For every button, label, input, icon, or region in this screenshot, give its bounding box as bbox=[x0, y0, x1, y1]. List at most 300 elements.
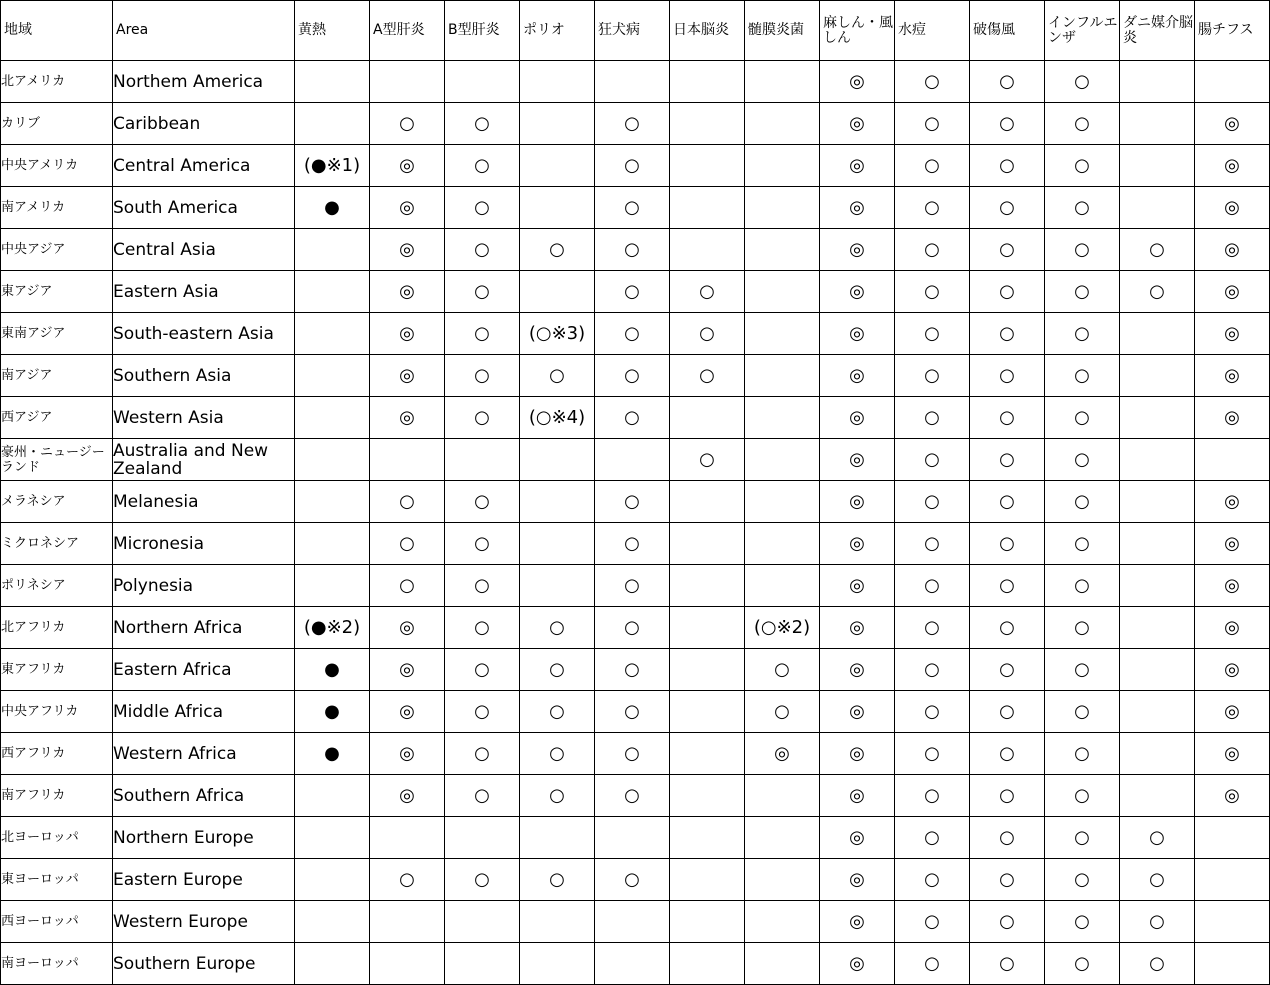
vaccine-mark-cell: ○ bbox=[895, 439, 970, 481]
vaccine-mark-cell bbox=[370, 943, 445, 985]
region-jp-cell: 中央アジア bbox=[1, 229, 113, 271]
vaccine-mark-cell: ○ bbox=[895, 607, 970, 649]
vaccine-mark-cell bbox=[520, 103, 595, 145]
vaccine-mark-cell bbox=[520, 565, 595, 607]
vaccine-mark-cell: ○ bbox=[445, 607, 520, 649]
table-row bbox=[1, 187, 1270, 229]
vaccine-mark-cell: ○ bbox=[895, 187, 970, 229]
vaccine-mark-cell bbox=[295, 523, 370, 565]
vaccine-mark-cell: ○ bbox=[445, 145, 520, 187]
vaccine-mark-cell: ◎ bbox=[1195, 607, 1270, 649]
vaccine-mark-cell: ○ bbox=[1045, 565, 1120, 607]
region-jp-cell: 東南アジア bbox=[1, 313, 113, 355]
region-jp-cell: メラネシア bbox=[1, 481, 113, 523]
vaccine-mark-cell: ○ bbox=[670, 271, 745, 313]
vaccine-mark-cell bbox=[445, 901, 520, 943]
vaccine-mark-cell bbox=[745, 103, 820, 145]
vaccine-mark-cell: ○ bbox=[445, 397, 520, 439]
vaccine-mark-cell: ○ bbox=[595, 649, 670, 691]
vaccine-mark-cell bbox=[745, 523, 820, 565]
vaccine-mark-cell: ○ bbox=[970, 649, 1045, 691]
vaccine-mark-cell: ○ bbox=[895, 523, 970, 565]
region-jp-cell: 東ヨーロッパ bbox=[1, 859, 113, 901]
vaccine-mark-cell: ○ bbox=[445, 649, 520, 691]
region-jp-cell: 中央アフリカ bbox=[1, 691, 113, 733]
vaccine-mark-cell: ○ bbox=[595, 313, 670, 355]
vaccine-mark-cell bbox=[1120, 187, 1195, 229]
vaccine-mark-cell: ◎ bbox=[1195, 355, 1270, 397]
vaccine-mark-cell bbox=[595, 439, 670, 481]
vaccine-mark-cell: ○ bbox=[970, 607, 1045, 649]
vaccine-mark-cell: ◎ bbox=[820, 943, 895, 985]
vaccine-mark-cell bbox=[745, 775, 820, 817]
vaccine-mark-cell: ◎ bbox=[820, 481, 895, 523]
vaccine-mark-cell: ○ bbox=[1045, 61, 1120, 103]
vaccine-mark-cell: ○ bbox=[520, 355, 595, 397]
vaccine-mark-cell: ○ bbox=[970, 229, 1045, 271]
vaccine-mark-cell bbox=[745, 901, 820, 943]
vaccine-mark-cell: ○ bbox=[595, 607, 670, 649]
vaccine-mark-cell: ○ bbox=[670, 439, 745, 481]
vaccine-mark-cell bbox=[370, 901, 445, 943]
vaccine-mark-cell: ○ bbox=[370, 523, 445, 565]
vaccine-mark-cell: ◎ bbox=[1195, 397, 1270, 439]
vaccine-mark-cell bbox=[520, 439, 595, 481]
vaccine-mark-cell: ○ bbox=[1045, 397, 1120, 439]
column-header: インフルエンザ bbox=[1045, 1, 1120, 61]
region-en-cell: South-eastern Asia bbox=[113, 313, 295, 355]
column-header: 破傷風 bbox=[970, 1, 1045, 61]
region-en-cell: Melanesia bbox=[113, 481, 295, 523]
vaccine-mark-cell: ○ bbox=[970, 313, 1045, 355]
vaccine-mark-cell: ○ bbox=[895, 901, 970, 943]
vaccine-mark-cell bbox=[1195, 943, 1270, 985]
vaccine-mark-cell bbox=[295, 481, 370, 523]
vaccine-mark-cell: ○ bbox=[520, 229, 595, 271]
vaccine-mark-cell: ○ bbox=[520, 775, 595, 817]
region-en-cell: Northern Europe bbox=[113, 817, 295, 859]
vaccine-mark-cell bbox=[670, 691, 745, 733]
region-jp-cell: 西アフリカ bbox=[1, 733, 113, 775]
region-en-cell: Polynesia bbox=[113, 565, 295, 607]
vaccine-mark-cell: ○ bbox=[1045, 229, 1120, 271]
vaccine-mark-cell bbox=[745, 187, 820, 229]
vaccine-mark-cell: ○ bbox=[895, 61, 970, 103]
region-jp-cell: 東アジア bbox=[1, 271, 113, 313]
vaccine-mark-cell: ○ bbox=[970, 103, 1045, 145]
vaccine-mark-cell: ◎ bbox=[820, 313, 895, 355]
vaccine-mark-cell: ◎ bbox=[820, 523, 895, 565]
vaccine-mark-cell: ○ bbox=[445, 859, 520, 901]
column-header: B型肝炎 bbox=[445, 1, 520, 61]
table-body bbox=[1, 61, 1270, 985]
vaccine-mark-cell bbox=[295, 103, 370, 145]
vaccine-mark-cell: ○ bbox=[745, 649, 820, 691]
column-header: 狂犬病 bbox=[595, 1, 670, 61]
vaccine-mark-cell bbox=[445, 943, 520, 985]
vaccine-mark-cell: ○ bbox=[370, 565, 445, 607]
vaccine-mark-cell: ○ bbox=[970, 733, 1045, 775]
region-jp-cell: 西ヨーロッパ bbox=[1, 901, 113, 943]
vaccine-mark-cell: ○ bbox=[895, 355, 970, 397]
region-jp-cell: 南ヨーロッパ bbox=[1, 943, 113, 985]
vaccine-mark-cell: ○ bbox=[370, 481, 445, 523]
table-row bbox=[1, 229, 1270, 271]
vaccine-mark-cell bbox=[745, 817, 820, 859]
vaccine-mark-cell bbox=[1120, 565, 1195, 607]
vaccine-mark-cell bbox=[520, 943, 595, 985]
vaccine-mark-cell bbox=[745, 397, 820, 439]
vaccine-mark-cell: ○ bbox=[1120, 271, 1195, 313]
table-row bbox=[1, 145, 1270, 187]
vaccine-mark-cell: ◎ bbox=[1195, 103, 1270, 145]
vaccine-mark-cell bbox=[295, 439, 370, 481]
vaccine-mark-cell bbox=[745, 481, 820, 523]
region-en-cell: Southern Europe bbox=[113, 943, 295, 985]
vaccine-mark-cell bbox=[1120, 481, 1195, 523]
table-row bbox=[1, 481, 1270, 523]
vaccine-mark-cell bbox=[1120, 439, 1195, 481]
vaccine-mark-cell: ○ bbox=[970, 187, 1045, 229]
vaccine-mark-cell: ○ bbox=[1120, 859, 1195, 901]
column-header: 日本脳炎 bbox=[670, 1, 745, 61]
vaccine-mark-cell: ◎ bbox=[370, 145, 445, 187]
region-jp-cell: 南アメリカ bbox=[1, 187, 113, 229]
vaccine-mark-cell: ◎ bbox=[820, 859, 895, 901]
vaccine-mark-cell: ◎ bbox=[370, 313, 445, 355]
region-en-cell: South America bbox=[113, 187, 295, 229]
vaccine-mark-cell: ◎ bbox=[820, 691, 895, 733]
vaccine-mark-cell: ○ bbox=[370, 103, 445, 145]
vaccine-mark-cell: ◎ bbox=[370, 229, 445, 271]
vaccine-mark-cell: ○ bbox=[1045, 943, 1120, 985]
vaccine-mark-cell: ○ bbox=[895, 313, 970, 355]
vaccine-mark-cell: ◎ bbox=[370, 397, 445, 439]
vaccine-mark-cell: ● bbox=[295, 733, 370, 775]
region-en-cell: Northem America bbox=[113, 61, 295, 103]
vaccine-mark-cell: ○ bbox=[1120, 901, 1195, 943]
vaccine-mark-cell: ◎ bbox=[820, 397, 895, 439]
vaccine-mark-cell bbox=[1120, 355, 1195, 397]
vaccine-mark-cell: ○ bbox=[670, 355, 745, 397]
column-header: 麻しん・風しん bbox=[820, 1, 895, 61]
vaccine-mark-cell: ○ bbox=[1045, 649, 1120, 691]
vaccine-mark-cell bbox=[595, 901, 670, 943]
vaccine-mark-cell bbox=[295, 775, 370, 817]
vaccine-mark-cell: ◎ bbox=[820, 229, 895, 271]
vaccine-mark-cell bbox=[295, 271, 370, 313]
vaccine-mark-cell: ◎ bbox=[1195, 649, 1270, 691]
vaccine-mark-cell: ○ bbox=[1045, 775, 1120, 817]
vaccine-mark-cell bbox=[670, 607, 745, 649]
vaccine-mark-cell bbox=[670, 397, 745, 439]
vaccine-mark-cell: ○ bbox=[595, 565, 670, 607]
vaccine-mark-cell: ○ bbox=[895, 775, 970, 817]
vaccine-mark-cell: ○ bbox=[1120, 943, 1195, 985]
vaccine-mark-cell: ○ bbox=[445, 775, 520, 817]
region-en-cell: Eastern Africa bbox=[113, 649, 295, 691]
vaccine-mark-cell: ○ bbox=[595, 859, 670, 901]
vaccine-mark-cell: ○ bbox=[445, 313, 520, 355]
vaccine-mark-cell: ○ bbox=[445, 271, 520, 313]
vaccine-mark-cell bbox=[295, 313, 370, 355]
vaccine-mark-cell: ◎ bbox=[820, 733, 895, 775]
vaccine-mark-cell bbox=[295, 61, 370, 103]
vaccine-mark-cell: ○ bbox=[970, 397, 1045, 439]
region-en-cell: Caribbean bbox=[113, 103, 295, 145]
vaccine-mark-cell: ○ bbox=[895, 649, 970, 691]
vaccine-mark-cell: ○ bbox=[970, 691, 1045, 733]
vaccine-mark-cell bbox=[1120, 397, 1195, 439]
vaccine-mark-cell bbox=[520, 523, 595, 565]
region-en-cell: Southern Africa bbox=[113, 775, 295, 817]
vaccine-mark-cell: ○ bbox=[1045, 607, 1120, 649]
vaccine-mark-cell bbox=[670, 943, 745, 985]
region-jp-cell: 西アジア bbox=[1, 397, 113, 439]
vaccine-mark-cell: ○ bbox=[895, 943, 970, 985]
vaccine-mark-cell: ○ bbox=[895, 691, 970, 733]
vaccine-mark-cell: ○ bbox=[520, 607, 595, 649]
table-row bbox=[1, 271, 1270, 313]
region-en-cell: Eastern Europe bbox=[113, 859, 295, 901]
vaccine-mark-cell: ○ bbox=[1045, 691, 1120, 733]
vaccine-mark-cell: ○ bbox=[1045, 817, 1120, 859]
vaccine-mark-cell: ◎ bbox=[820, 61, 895, 103]
vaccine-mark-cell bbox=[745, 313, 820, 355]
vaccine-mark-cell: ○ bbox=[895, 271, 970, 313]
vaccine-mark-cell bbox=[595, 943, 670, 985]
vaccine-mark-cell bbox=[295, 355, 370, 397]
vaccine-mark-cell bbox=[295, 817, 370, 859]
table-row bbox=[1, 691, 1270, 733]
vaccine-mark-cell: ◎ bbox=[1195, 775, 1270, 817]
vaccine-mark-cell bbox=[1195, 439, 1270, 481]
region-jp-cell: ポリネシア bbox=[1, 565, 113, 607]
vaccine-mark-cell: ○ bbox=[445, 733, 520, 775]
vaccine-mark-cell: ○ bbox=[445, 691, 520, 733]
vaccine-mark-cell: ◎ bbox=[820, 817, 895, 859]
region-en-cell: Western Africa bbox=[113, 733, 295, 775]
vaccine-mark-cell: (●※1) bbox=[295, 145, 370, 187]
vaccine-mark-cell bbox=[745, 439, 820, 481]
vaccine-mark-cell: ○ bbox=[970, 565, 1045, 607]
vaccine-mark-cell bbox=[595, 817, 670, 859]
vaccine-mark-cell: ○ bbox=[445, 481, 520, 523]
vaccine-mark-cell: ○ bbox=[970, 481, 1045, 523]
vaccine-mark-cell bbox=[1195, 817, 1270, 859]
vaccine-mark-cell: ○ bbox=[1045, 439, 1120, 481]
vaccine-mark-cell bbox=[670, 481, 745, 523]
vaccine-mark-cell: ○ bbox=[445, 355, 520, 397]
vaccine-mark-cell: ◎ bbox=[370, 775, 445, 817]
region-en-cell: Western Europe bbox=[113, 901, 295, 943]
vaccine-mark-cell: ◎ bbox=[820, 355, 895, 397]
vaccine-mark-cell bbox=[520, 481, 595, 523]
region-en-cell: Central Asia bbox=[113, 229, 295, 271]
vaccine-mark-cell: ○ bbox=[520, 649, 595, 691]
vaccine-mark-cell bbox=[670, 145, 745, 187]
vaccine-mark-cell bbox=[295, 859, 370, 901]
vaccine-mark-cell bbox=[295, 901, 370, 943]
vaccine-mark-cell: ○ bbox=[970, 61, 1045, 103]
vaccine-mark-cell: ○ bbox=[970, 355, 1045, 397]
table-row bbox=[1, 817, 1270, 859]
vaccine-mark-cell bbox=[670, 649, 745, 691]
column-header: 水痘 bbox=[895, 1, 970, 61]
vaccine-mark-cell: ◎ bbox=[1195, 271, 1270, 313]
vaccine-mark-cell: ○ bbox=[595, 733, 670, 775]
vaccine-mark-cell: ○ bbox=[370, 859, 445, 901]
vaccine-mark-cell bbox=[520, 817, 595, 859]
vaccine-mark-cell: ◎ bbox=[1195, 313, 1270, 355]
region-en-cell: Southern Asia bbox=[113, 355, 295, 397]
vaccine-mark-cell: ○ bbox=[895, 145, 970, 187]
column-header: ポリオ bbox=[520, 1, 595, 61]
vaccine-mark-cell: ○ bbox=[595, 187, 670, 229]
table-row bbox=[1, 775, 1270, 817]
vaccine-mark-cell: ○ bbox=[970, 859, 1045, 901]
vaccine-mark-cell bbox=[295, 943, 370, 985]
vaccine-mark-cell bbox=[445, 61, 520, 103]
vaccine-mark-cell: ○ bbox=[745, 691, 820, 733]
vaccine-mark-cell: ◎ bbox=[370, 733, 445, 775]
header-row bbox=[1, 1, 1270, 61]
vaccine-mark-cell bbox=[745, 943, 820, 985]
vaccine-mark-cell: ◎ bbox=[820, 607, 895, 649]
table-row bbox=[1, 439, 1270, 481]
vaccine-mark-cell: ○ bbox=[895, 817, 970, 859]
vaccine-mark-cell: ◎ bbox=[370, 649, 445, 691]
region-en-cell: Middle Africa bbox=[113, 691, 295, 733]
vaccine-mark-cell bbox=[1120, 733, 1195, 775]
vaccine-mark-cell: ○ bbox=[970, 439, 1045, 481]
vaccine-mark-cell: ○ bbox=[895, 859, 970, 901]
vaccine-mark-cell: ○ bbox=[595, 229, 670, 271]
vaccine-mark-cell: ◎ bbox=[370, 355, 445, 397]
vaccine-mark-cell bbox=[670, 859, 745, 901]
vaccine-mark-cell: ◎ bbox=[820, 145, 895, 187]
vaccine-mark-cell bbox=[670, 61, 745, 103]
vaccine-mark-cell: ○ bbox=[520, 691, 595, 733]
vaccine-mark-cell bbox=[1120, 607, 1195, 649]
vaccine-mark-cell: ◎ bbox=[820, 271, 895, 313]
vaccine-mark-cell: ◎ bbox=[820, 187, 895, 229]
vaccine-mark-cell: ○ bbox=[970, 271, 1045, 313]
vaccine-mark-cell: ○ bbox=[445, 187, 520, 229]
vaccine-mark-cell: ○ bbox=[970, 523, 1045, 565]
vaccine-mark-cell: ○ bbox=[670, 313, 745, 355]
vaccine-mark-cell bbox=[1120, 775, 1195, 817]
table-row bbox=[1, 733, 1270, 775]
vaccine-mark-cell: ○ bbox=[895, 733, 970, 775]
column-header: 髄膜炎菌 bbox=[745, 1, 820, 61]
vaccine-mark-cell bbox=[670, 817, 745, 859]
region-jp-cell: 豪州・ニュージーランド bbox=[1, 439, 113, 481]
vaccine-mark-cell bbox=[520, 271, 595, 313]
vaccine-mark-cell: ○ bbox=[1045, 103, 1120, 145]
vaccine-mark-cell bbox=[670, 901, 745, 943]
region-jp-cell: ミクロネシア bbox=[1, 523, 113, 565]
vaccine-mark-cell: ○ bbox=[970, 775, 1045, 817]
vaccine-mark-cell bbox=[745, 61, 820, 103]
vaccine-mark-cell: ◎ bbox=[820, 901, 895, 943]
vaccine-mark-cell: ◎ bbox=[820, 649, 895, 691]
vaccine-mark-cell: ◎ bbox=[820, 103, 895, 145]
vaccine-mark-cell: ○ bbox=[445, 229, 520, 271]
vaccine-mark-cell: ◎ bbox=[820, 775, 895, 817]
vaccine-mark-cell bbox=[745, 145, 820, 187]
vaccine-mark-cell bbox=[1195, 859, 1270, 901]
vaccine-mark-cell: ○ bbox=[445, 523, 520, 565]
vaccine-mark-cell: (●※2) bbox=[295, 607, 370, 649]
vaccine-mark-cell: ○ bbox=[595, 355, 670, 397]
table-row bbox=[1, 61, 1270, 103]
vaccine-mark-cell: ○ bbox=[970, 145, 1045, 187]
vaccine-mark-cell bbox=[1195, 901, 1270, 943]
vaccine-mark-cell bbox=[1120, 523, 1195, 565]
table-row bbox=[1, 397, 1270, 439]
vaccine-mark-cell bbox=[670, 733, 745, 775]
table-row bbox=[1, 565, 1270, 607]
vaccine-mark-cell bbox=[670, 229, 745, 271]
region-en-cell: Northern Africa bbox=[113, 607, 295, 649]
region-jp-cell: 北アフリカ bbox=[1, 607, 113, 649]
vaccine-mark-cell: ◎ bbox=[370, 271, 445, 313]
vaccine-mark-cell bbox=[670, 775, 745, 817]
region-jp-cell: 北ヨーロッパ bbox=[1, 817, 113, 859]
vaccine-mark-cell: ○ bbox=[1120, 817, 1195, 859]
vaccine-mark-cell bbox=[670, 187, 745, 229]
vaccine-mark-cell bbox=[370, 439, 445, 481]
vaccine-mark-cell bbox=[445, 817, 520, 859]
vaccine-mark-cell bbox=[670, 103, 745, 145]
table-row bbox=[1, 103, 1270, 145]
vaccine-mark-cell: ○ bbox=[445, 565, 520, 607]
region-jp-cell: 東アフリカ bbox=[1, 649, 113, 691]
vaccine-mark-cell bbox=[1120, 649, 1195, 691]
vaccine-mark-cell: ○ bbox=[1045, 523, 1120, 565]
vaccine-mark-cell: ○ bbox=[970, 943, 1045, 985]
vaccine-mark-cell bbox=[1195, 61, 1270, 103]
vaccine-mark-cell: ○ bbox=[1045, 271, 1120, 313]
vaccine-mark-cell bbox=[520, 61, 595, 103]
vaccine-mark-cell: ○ bbox=[1120, 229, 1195, 271]
vaccine-mark-cell bbox=[370, 817, 445, 859]
vaccine-mark-cell: ◎ bbox=[820, 565, 895, 607]
vaccine-mark-cell bbox=[745, 859, 820, 901]
vaccine-mark-cell: ○ bbox=[595, 481, 670, 523]
vaccine-mark-cell: ○ bbox=[895, 481, 970, 523]
vaccine-mark-cell bbox=[295, 397, 370, 439]
vaccine-mark-cell bbox=[1120, 691, 1195, 733]
region-jp-cell: カリブ bbox=[1, 103, 113, 145]
vaccine-mark-cell: ○ bbox=[595, 145, 670, 187]
region-en-cell: Western Asia bbox=[113, 397, 295, 439]
vaccine-mark-cell: ○ bbox=[1045, 733, 1120, 775]
vaccine-mark-cell: ○ bbox=[595, 691, 670, 733]
region-jp-cell: 中央アメリカ bbox=[1, 145, 113, 187]
vaccine-mark-cell: ○ bbox=[895, 103, 970, 145]
vaccine-mark-cell: ○ bbox=[970, 901, 1045, 943]
vaccine-mark-cell: ◎ bbox=[1195, 523, 1270, 565]
column-header: 黄熱 bbox=[295, 1, 370, 61]
vaccine-mark-cell: ○ bbox=[595, 103, 670, 145]
vaccine-mark-cell bbox=[520, 187, 595, 229]
column-header: 地域 bbox=[1, 1, 113, 61]
vaccine-mark-cell bbox=[745, 229, 820, 271]
vaccine-mark-cell: (○※4) bbox=[520, 397, 595, 439]
table-row bbox=[1, 901, 1270, 943]
